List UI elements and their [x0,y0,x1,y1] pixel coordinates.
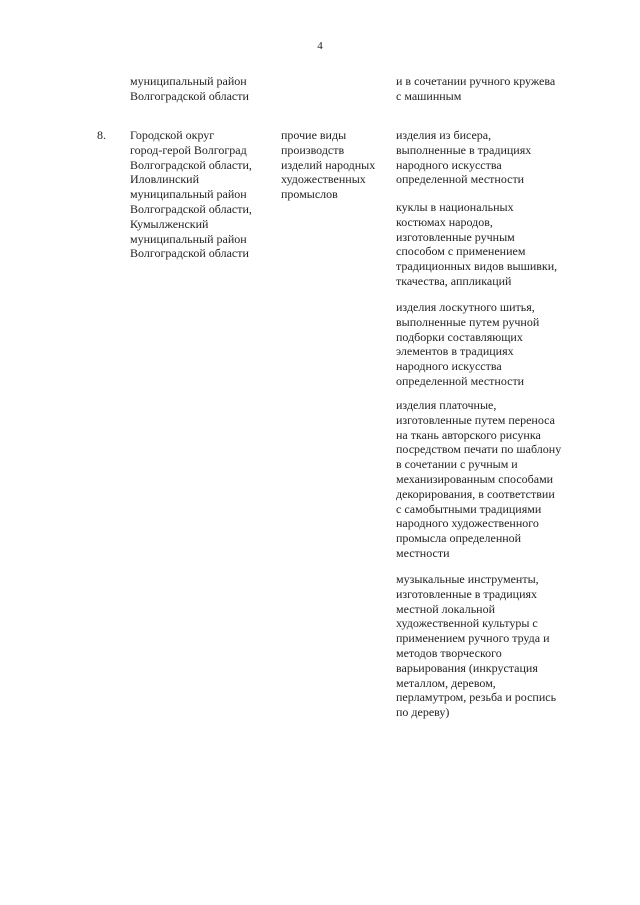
text-line: народного искусства [396,359,502,374]
text-line: в сочетании с ручным и [396,457,518,472]
text-line: художественных [281,172,366,187]
text-line: с самобытными традициями [396,501,542,516]
text-line: народного художественного [396,516,539,531]
text-line: по дереву) [396,705,450,720]
product-paragraph [396,300,576,389]
page-number: 4 [317,40,323,52]
text-line: город-герой Волгоград [130,142,247,157]
text-line: перламутром, резьба и роспись [396,690,557,705]
text-line: методов творческого [396,645,502,660]
product-paragraph [396,572,576,720]
text-line: производств [281,142,345,157]
top-row-region [130,74,280,104]
text-line: изделий народных [281,157,376,172]
text-line: Кумылженский [130,216,209,231]
text-line: Городской округ [130,128,215,142]
text-line: выполненные путем ручной [396,314,540,329]
text-line: ткачества, аппликаций [396,273,512,288]
text-line: декорирования, в соответствии [396,486,555,501]
text-line: Волгоградской области [130,88,249,103]
text-line: механизированным способами [396,471,554,486]
text-line: муниципальный район [130,231,247,246]
text-line: изготовленные в традициях [396,586,538,601]
text-line: изделия лоскутного шитья, [396,300,535,314]
text-line: варьирования (инкрустация [396,660,538,675]
text-line: элементов в традициях [396,344,514,359]
text-line: подборки составляющих [396,329,523,344]
text-line: посредством печати по шаблону [396,442,562,457]
product-paragraph [396,128,576,187]
top-row-products [396,74,576,104]
text-line: местной локальной [396,601,496,616]
text-line: Волгоградской области [130,246,249,261]
text-line: и в сочетании ручного кружева [396,74,556,88]
text-line: изделия из бисера, [396,128,492,142]
text-line: народного искусства [396,157,502,172]
text-line: костюмах народов, [396,214,493,229]
text-line: Волгоградской области, [130,157,252,172]
text-line: на ткань авторского рисунка [396,427,541,442]
text-line: куклы в национальных [396,200,514,214]
text-line: Иловлинский [130,172,199,187]
text-line: с машинным [396,88,462,103]
text-line: местности [396,545,450,560]
text-line: способом с применением [396,244,526,259]
row8-category [281,128,391,202]
text-line: прочие виды [281,128,347,142]
text-line: промыслов [281,187,338,202]
text-line: муниципальный район [130,74,247,88]
text-line: выполненные в традициях [396,142,532,157]
text-line: Волгоградской области, [130,201,252,216]
text-line: муниципальный район [130,187,247,202]
text-line: металлом, деревом, [396,675,496,690]
text-line: применением ручного труда и [396,631,550,646]
row8-region [130,128,280,261]
text-line: музыкальные инструменты, [396,572,539,586]
text-line: изготовленные путем переноса [396,412,555,427]
text-line: изделия платочные, [396,398,497,412]
product-paragraph [396,200,576,289]
row-number: 8. [97,128,106,142]
text-line: традиционных видов вышивки, [396,259,558,274]
text-line: художественной культуры с [396,616,538,631]
text-line: промысла определенной [396,531,522,546]
text-line: определенной местности [396,172,525,187]
product-paragraph [396,398,576,561]
text-line: изготовленные ручным [396,229,515,244]
text-line: определенной местности [396,373,525,388]
